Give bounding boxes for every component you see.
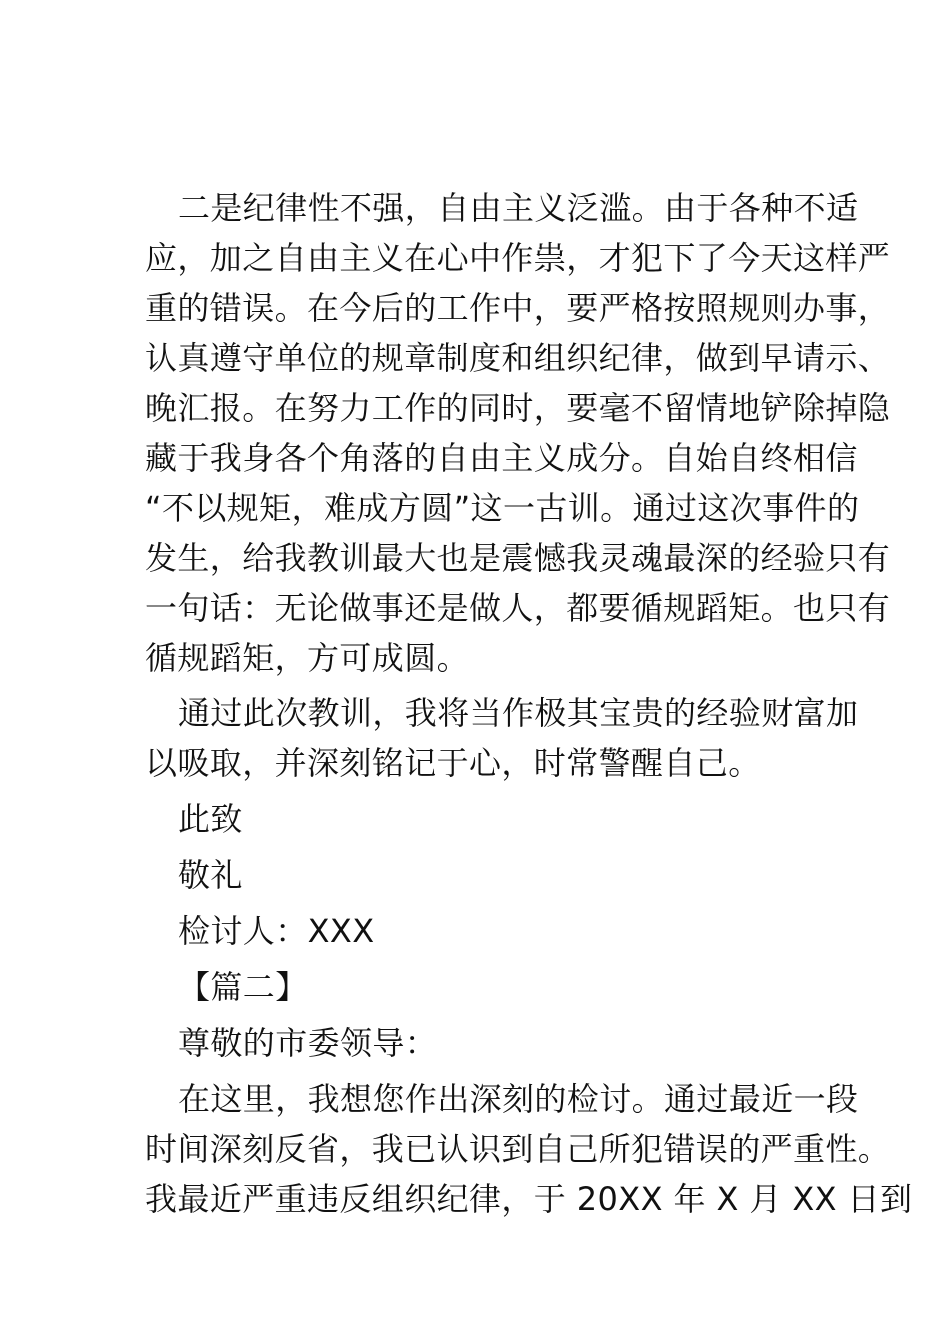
paragraph-discipline [145, 183, 891, 683]
paragraph-line: 晚汇报。在努力工作的同时，要毫不留情地铲除掉隐 [145, 389, 891, 427]
paragraph-line: 通过此次教训，我将当作极其宝贵的经验财富加 [178, 694, 859, 732]
signature: 检讨人：XXX [178, 912, 375, 950]
section-heading: 【篇二】 [178, 968, 308, 1006]
paragraph-line: 重的错误。在今后的工作中，要严格按照规则办事， [145, 289, 891, 327]
paragraph-line: 发生，给我教训最大也是震憾我灵魂最深的经验只有 [145, 539, 891, 577]
closing-salutation: 此致 [178, 800, 243, 838]
closing-respect: 敬礼 [178, 856, 243, 894]
paragraph-line: “不以规矩，难成方圆”这一古训。通过这次事件的 [145, 489, 860, 527]
paragraph-line: 循规蹈矩，方可成圆。 [145, 639, 470, 677]
paragraph-line: 在这里，我想您作出深刻的检讨。通过最近一段 [178, 1080, 859, 1118]
paragraph-line: 认真遵守单位的规章制度和组织纪律，做到早请示、 [145, 339, 891, 377]
paragraph-apology [145, 1074, 913, 1224]
paragraph-line: 二是纪律性不强，自由主义泛滥。由于各种不适 [178, 189, 859, 227]
paragraph-line: 一句话：无论做事还是做人，都要循规蹈矩。也只有 [145, 589, 891, 627]
paragraph-line: 应，加之自由主义在心中作祟，才犯下了今天这样严 [145, 239, 891, 277]
paragraph-line: 藏于我身各个角落的自由主义成分。自始自终相信 [145, 439, 858, 477]
paragraph-lesson [145, 688, 859, 788]
document-body [145, 183, 913, 1224]
paragraph-line: 时间深刻反省，我已认识到自己所犯错误的严重性。 [145, 1130, 891, 1168]
paragraph-line: 以吸取，并深刻铭记于心，时常警醒自己。 [145, 744, 761, 782]
paragraph-line: 我最近严重违反组织纪律，于 20XX 年 X 月 XX 日到 [145, 1180, 913, 1218]
addressee: 尊敬的市委领导： [178, 1024, 438, 1062]
